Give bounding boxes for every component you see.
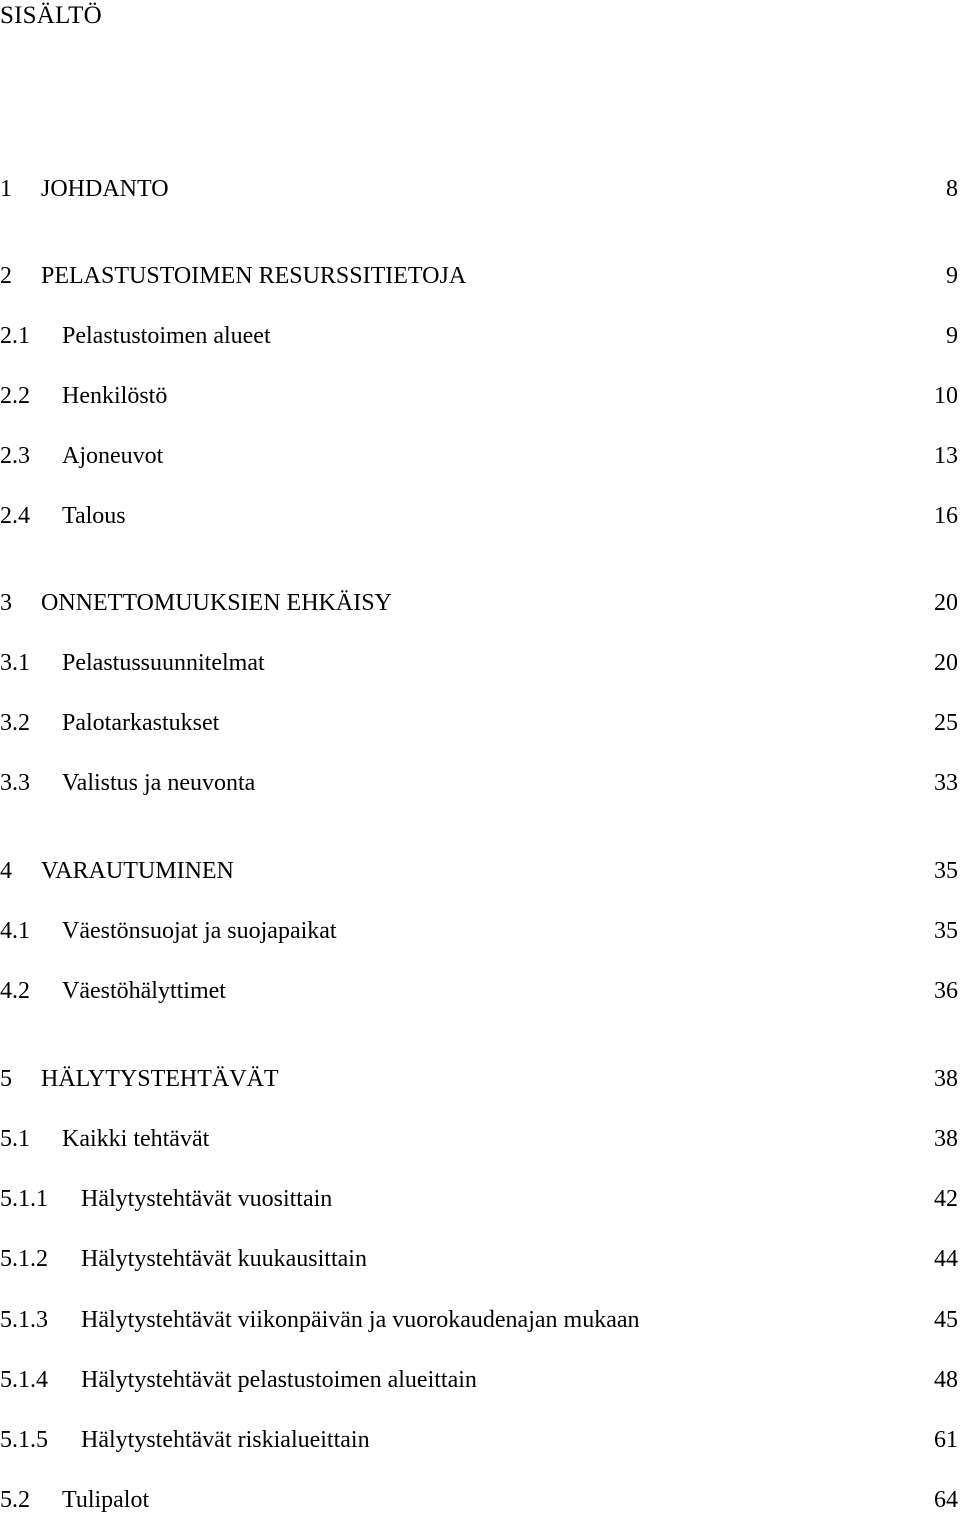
toc-page-number: 35 xyxy=(934,918,958,944)
toc-title: HÄLYTYSTEHTÄVÄT xyxy=(41,1066,279,1092)
toc-number: 3.3 xyxy=(0,770,30,796)
toc-number: 2.4 xyxy=(0,503,30,529)
toc-page-number: 35 xyxy=(934,858,958,884)
toc-title: Pelastussuunnitelmat xyxy=(62,650,265,676)
toc-title: Palotarkastukset xyxy=(62,710,220,736)
toc-entry[interactable] xyxy=(0,587,958,619)
toc-entry[interactable] xyxy=(0,1484,958,1516)
toc-number: 5 xyxy=(0,1066,12,1092)
toc-entry[interactable] xyxy=(0,1364,958,1396)
toc-title: Hälytystehtävät kuukausittain xyxy=(81,1246,367,1272)
toc-entry[interactable] xyxy=(0,260,958,292)
toc-title: Kaikki tehtävät xyxy=(62,1126,210,1152)
toc-number: 1 xyxy=(0,176,12,202)
toc-number: 4.1 xyxy=(0,918,30,944)
toc-number: 3.2 xyxy=(0,710,30,736)
toc-page-number: 13 xyxy=(934,443,958,469)
toc-entry[interactable] xyxy=(0,320,958,352)
toc-entry[interactable] xyxy=(0,1304,958,1336)
toc-number: 5.1.2 xyxy=(0,1246,48,1272)
toc-page-number: 38 xyxy=(934,1126,958,1152)
toc-title: Hälytystehtävät riskialueittain xyxy=(81,1427,370,1453)
toc-entry[interactable] xyxy=(0,1424,958,1456)
toc-page-number: 45 xyxy=(934,1307,958,1333)
toc-number: 2.1 xyxy=(0,323,30,349)
toc-number: 2.2 xyxy=(0,383,30,409)
toc-page-number: 20 xyxy=(934,590,958,616)
toc-entry[interactable] xyxy=(0,647,958,679)
toc-entry[interactable] xyxy=(0,707,958,739)
toc-page-number: 20 xyxy=(934,650,958,676)
toc-title: Ajoneuvot xyxy=(62,443,164,469)
toc-number: 3.1 xyxy=(0,650,30,676)
toc-entry[interactable] xyxy=(0,380,958,412)
toc-page-number: 9 xyxy=(946,323,958,349)
toc-entry[interactable] xyxy=(0,975,958,1007)
toc-number: 5.1.5 xyxy=(0,1427,48,1453)
toc-entry[interactable] xyxy=(0,855,958,887)
toc-entry[interactable] xyxy=(0,1243,958,1275)
toc-number: 3 xyxy=(0,590,12,616)
toc-title: Hälytystehtävät pelastustoimen alueittain xyxy=(81,1367,477,1393)
toc-page-number: 44 xyxy=(934,1246,958,1272)
toc-entry[interactable] xyxy=(0,915,958,947)
toc-title: Väestönsuojat ja suojapaikat xyxy=(62,918,337,944)
toc-number: 2 xyxy=(0,263,12,289)
toc-entry[interactable] xyxy=(0,1123,958,1155)
toc-title: Tulipalot xyxy=(62,1487,150,1513)
toc-title: Pelastustoimen alueet xyxy=(62,323,271,349)
toc-heading: SISÄLTÖ xyxy=(0,2,102,29)
toc-number: 4.2 xyxy=(0,978,30,1004)
toc-page-number: 42 xyxy=(934,1186,958,1212)
toc-title: PELASTUSTOIMEN RESURSSITIETOJA xyxy=(41,263,467,289)
toc-page-number: 9 xyxy=(946,263,958,289)
toc-number: 5.1 xyxy=(0,1126,30,1152)
toc-entry[interactable] xyxy=(0,440,958,472)
toc-number: 5.1.1 xyxy=(0,1186,48,1212)
toc-number: 5.2 xyxy=(0,1487,30,1513)
toc-title: Hälytystehtävät viikonpäivän ja vuorokaudenajan mukaan xyxy=(81,1307,640,1333)
toc-page-number: 10 xyxy=(934,383,958,409)
toc-page-number: 61 xyxy=(934,1427,958,1453)
toc-entry[interactable] xyxy=(0,1063,958,1095)
toc-number: 4 xyxy=(0,858,12,884)
toc-entry[interactable] xyxy=(0,1183,958,1215)
toc-page-number: 64 xyxy=(934,1487,958,1513)
toc-page-number: 16 xyxy=(934,503,958,529)
toc-title: VARAUTUMINEN xyxy=(41,858,234,884)
toc-title: Hälytystehtävät vuosittain xyxy=(81,1186,333,1212)
toc-page-number: 48 xyxy=(934,1367,958,1393)
toc-entry[interactable] xyxy=(0,173,958,205)
toc-number: 5.1.4 xyxy=(0,1367,48,1393)
toc-page-number: 8 xyxy=(946,176,958,202)
toc-entry[interactable] xyxy=(0,767,958,799)
toc-page-number: 25 xyxy=(934,710,958,736)
toc-title: Henkilöstö xyxy=(62,383,168,409)
toc-page-number: 33 xyxy=(934,770,958,796)
toc-page-number: 38 xyxy=(934,1066,958,1092)
toc-title: Väestöhälyttimet xyxy=(62,978,226,1004)
toc-title: Talous xyxy=(62,503,126,529)
toc-page-number: 36 xyxy=(934,978,958,1004)
toc-title: ONNETTOMUUKSIEN EHKÄISY xyxy=(41,590,392,616)
toc-number: 2.3 xyxy=(0,443,30,469)
toc-entry[interactable] xyxy=(0,500,958,532)
toc-title: JOHDANTO xyxy=(41,176,169,202)
toc-title: Valistus ja neuvonta xyxy=(62,770,256,796)
toc-number: 5.1.3 xyxy=(0,1307,48,1333)
